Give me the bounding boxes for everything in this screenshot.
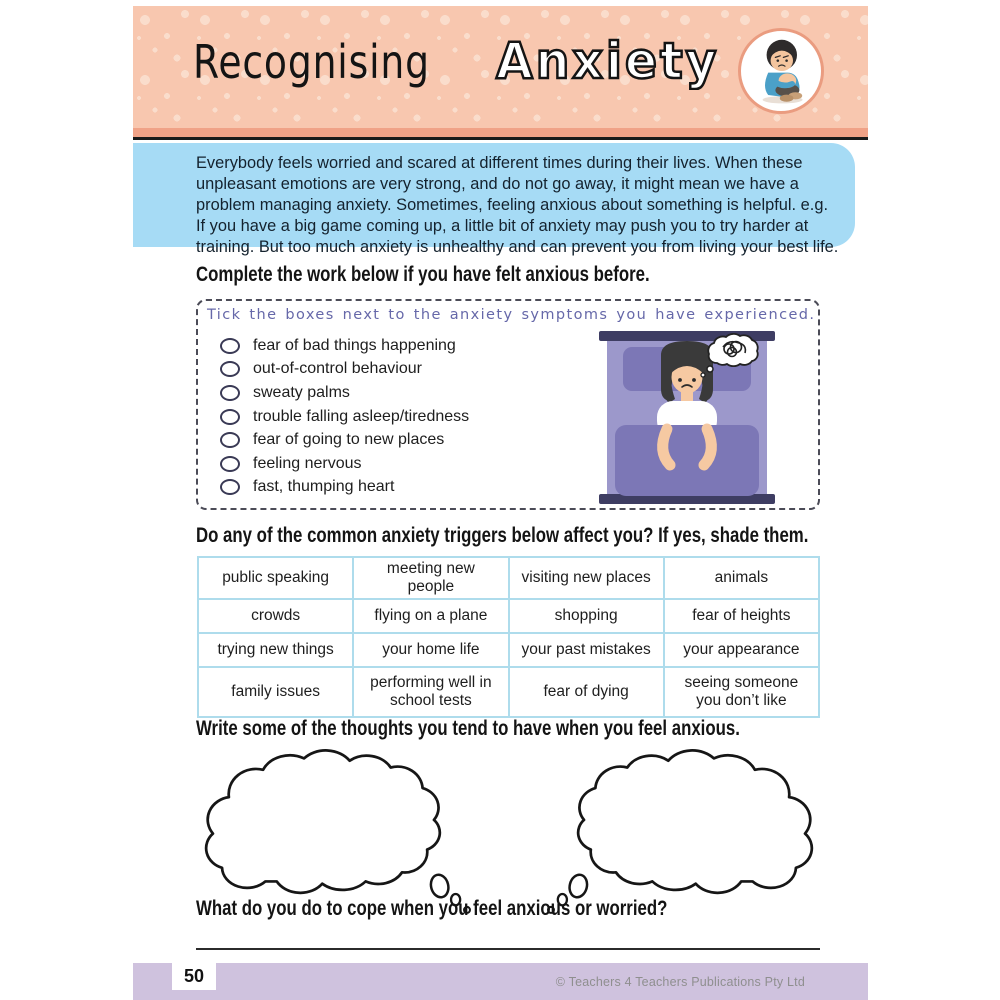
symptom-label: trouble falling asleep/tiredness bbox=[253, 407, 470, 425]
triggers-prompt: Do any of the common anxiety triggers below affect you? If yes, shade them. bbox=[196, 524, 809, 547]
trigger-cell[interactable]: shopping bbox=[509, 599, 664, 633]
table-row bbox=[198, 633, 819, 667]
symptom-item bbox=[220, 405, 469, 429]
trigger-cell[interactable]: seeing someone you don’t like bbox=[664, 667, 819, 717]
trigger-cell[interactable]: your home life bbox=[353, 633, 508, 667]
tick-instruction: Tick the boxes next to the anxiety symptoms you have experienced. bbox=[207, 307, 816, 323]
header-banner bbox=[133, 6, 868, 140]
symptom-label: fear of bad things happening bbox=[253, 336, 456, 354]
symptom-item bbox=[220, 381, 469, 405]
symptom-item bbox=[220, 358, 469, 382]
thought-cloud-right[interactable] bbox=[543, 747, 821, 890]
trigger-cell[interactable]: crowds bbox=[198, 599, 353, 633]
symptom-item bbox=[220, 452, 469, 476]
thought-cloud-left[interactable] bbox=[197, 747, 475, 890]
header-divider bbox=[133, 137, 868, 140]
intro-text: Everybody feels worried and scared at different times during their lives. When these unpleasant emotions are very strong, and do not go away, it might mean we have a problem managing anxiety. Sometimes, feeling anxious about something is helpful. e.g. If you have a big game coming up, a little bit of anxiety may push you to try harder at training. But too much anxiety is unhealthy and can prevent you from living your best life. bbox=[196, 154, 839, 256]
trigger-cell[interactable]: meeting new people bbox=[353, 557, 508, 599]
symptom-label: fear of going to new places bbox=[253, 431, 445, 449]
table-row bbox=[198, 599, 819, 633]
trigger-cell[interactable]: performing well in school tests bbox=[353, 667, 508, 717]
triggers-table bbox=[197, 556, 820, 718]
trigger-cell[interactable]: fear of dying bbox=[509, 667, 664, 717]
footer-bar bbox=[133, 963, 868, 1000]
trigger-cell[interactable]: your appearance bbox=[664, 633, 819, 667]
symptom-checkbox[interactable] bbox=[220, 479, 240, 495]
trigger-cell[interactable]: flying on a plane bbox=[353, 599, 508, 633]
symptom-label: fast, thumping heart bbox=[253, 478, 395, 496]
answer-line[interactable] bbox=[196, 948, 820, 950]
cope-prompt: What do you do to cope when you feel anxious or worried? bbox=[196, 897, 668, 920]
symptom-checkbox[interactable] bbox=[220, 456, 240, 472]
intro-box bbox=[133, 143, 855, 256]
trigger-cell[interactable]: animals bbox=[664, 557, 819, 599]
symptom-label: sweaty palms bbox=[253, 383, 350, 401]
table-row bbox=[198, 667, 819, 717]
trigger-cell[interactable]: fear of heights bbox=[664, 599, 819, 633]
symptom-item bbox=[220, 428, 469, 452]
symptom-checkbox[interactable] bbox=[220, 361, 240, 377]
trigger-cell[interactable]: visiting new places bbox=[509, 557, 664, 599]
symptoms-prompt: Complete the work below if you have felt anxious before. bbox=[196, 263, 650, 286]
table-row bbox=[198, 557, 819, 599]
thoughts-prompt: Write some of the thoughts you tend to have when you feel anxious. bbox=[196, 717, 740, 740]
symptom-checkbox[interactable] bbox=[220, 409, 240, 425]
symptom-label: feeling nervous bbox=[253, 454, 362, 472]
symptom-checkbox[interactable] bbox=[220, 338, 240, 354]
trigger-cell[interactable]: public speaking bbox=[198, 557, 353, 599]
symptom-list bbox=[220, 334, 469, 499]
symptom-item bbox=[220, 476, 469, 500]
page-title bbox=[193, 32, 731, 90]
symptom-checkbox[interactable] bbox=[220, 385, 240, 401]
title-word-recognising: Recognising bbox=[193, 35, 430, 89]
trigger-cell[interactable]: family issues bbox=[198, 667, 353, 717]
trigger-cell[interactable]: trying new things bbox=[198, 633, 353, 667]
trigger-cell[interactable]: your past mistakes bbox=[509, 633, 664, 667]
sleepless-person-illustration bbox=[597, 325, 777, 508]
header-accent-strip bbox=[133, 128, 868, 137]
title-word-anxiety: Anxiety bbox=[495, 32, 720, 90]
publisher-credit: © Teachers 4 Teachers Publications Pty Ltd bbox=[555, 974, 805, 989]
symptom-item bbox=[220, 334, 469, 358]
symptom-checkbox[interactable] bbox=[220, 432, 240, 448]
page-number: 50 bbox=[172, 963, 216, 990]
symptoms-box bbox=[196, 299, 820, 510]
symptom-label: out-of-control behaviour bbox=[253, 360, 422, 378]
worried-boy-icon bbox=[738, 28, 824, 114]
